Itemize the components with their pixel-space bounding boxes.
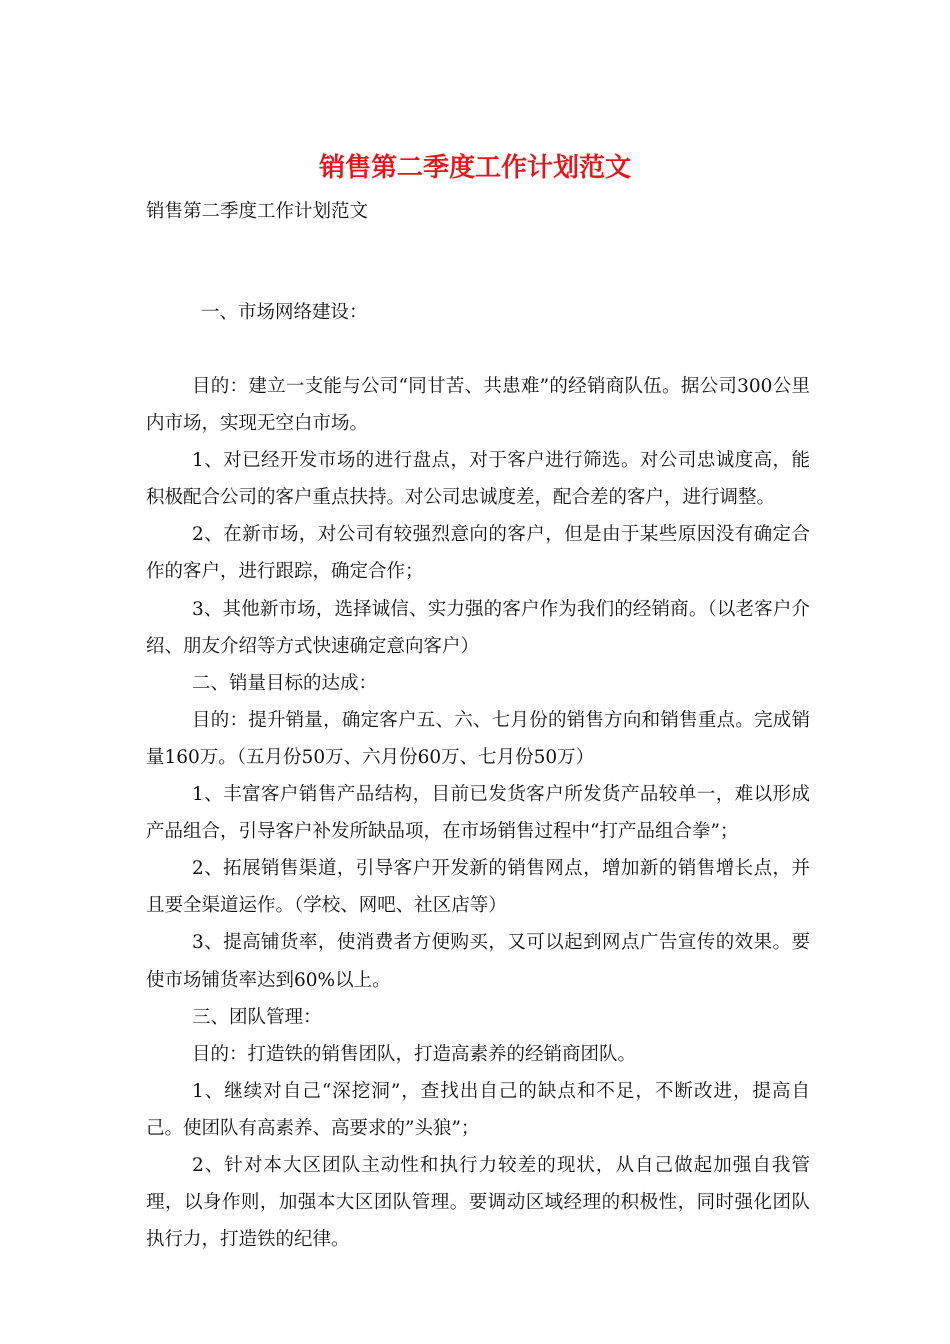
document-title: 销售第二季度工作计划范文 [318, 153, 631, 183]
section-heading-sales-target: 二、销量目标的达成： [192, 672, 378, 694]
paragraph-market-item-2: 2、在新市场，对公司有较强烈意向的客户，但是由于某些原因没有确定合作的客户，进行跟踪，确定合作； [146, 524, 810, 583]
document-subtitle: 销售第二季度工作计划范文 [146, 201, 369, 222]
paragraph-sales-item-3: 3、提高铺货率，使消费者方便购买，又可以起到网点广告宣传的效果。要使市场铺货率达到60%以上。 [146, 932, 810, 991]
paragraph-sales-item-2: 2、拓展销售渠道，引导客户开发新的销售网点，增加新的销售增长点，并且要全渠道运作。（学校、网吧、社区店等） [146, 858, 810, 917]
section-heading-team: 三、团队管理： [192, 1006, 322, 1028]
paragraph-team-item-1: 1、继续对自己“深挖洞”，查找出自己的缺点和不足，不断改进，提高自己。使团队有高素养、高要求的”头狼”； [146, 1080, 810, 1139]
section-heading-market-network: 一、市场网络建设： [201, 302, 368, 323]
paragraph-market-item-3: 3、其他新市场，选择诚信、实力强的客户作为我们的经销商。（以老客户介绍、朋友介绍等方式快速确定意向客户） [146, 598, 810, 657]
document-body [146, 368, 810, 1258]
paragraph-goal-team: 目的：打造铁的销售团队，打造高素养的经销商团队。 [192, 1043, 637, 1065]
paragraph-goal-sales: 目的：提升销量，确定客户五、六、七月份的销售方向和销售重点。完成销量160万。（五月份50万、六月份60万、七月份50万） [146, 709, 810, 768]
paragraph-sales-item-1: 1、丰富客户销售产品结构，目前已发货客户所发货产品较单一，难以形成产品组合，引导客户补发所缺品项，在市场销售过程中“打产品组合拳”； [146, 784, 810, 843]
paragraph-market-item-1: 1、对已经开发市场的进行盘点，对于客户进行筛选。对公司忠诚度高，能积极配合公司的客户重点扶持。对公司忠诚度差，配合差的客户，进行调整。 [146, 450, 810, 509]
paragraph-goal-market: 目的：建立一支能与公司“同甘苦、共患难”的经销商队伍。据公司300公里内市场，实现无空白市场。 [146, 376, 810, 435]
paragraph-team-item-2: 2、针对本大区团队主动性和执行力较差的现状，从自己做起加强自我管理，以身作则，加强本大区团队管理。要调动区域经理的积极性，同时强化团队执行力，打造铁的纪律。 [146, 1154, 810, 1251]
